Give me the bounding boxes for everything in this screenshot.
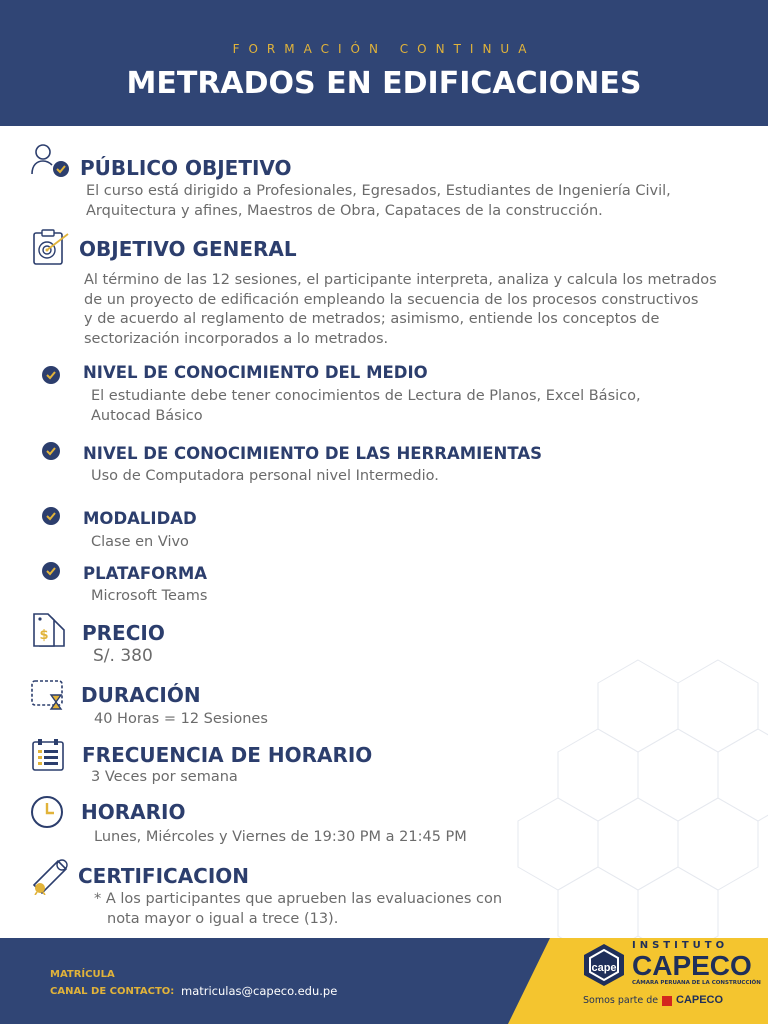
section-body-plataforma: Microsoft Teams (91, 588, 208, 604)
section-title-horario: HORARIO (81, 800, 186, 824)
diploma-icon (28, 855, 72, 895)
check-circle-icon (42, 562, 60, 580)
capeco-logo-icon (580, 942, 628, 988)
section-body-modalidad: Clase en Vivo (91, 534, 189, 550)
schedule-list-icon (30, 737, 66, 773)
matricula-label: MATRÍCULA (50, 969, 115, 980)
header-kicker: FORMACIÓN CONTINUA (232, 42, 536, 56)
section-body-certificacion: * A los participantes que aprueben las evaluaciones con nota mayor o igual a trece (13). (94, 891, 503, 927)
header-banner (0, 0, 768, 126)
section-body-duracion: 40 Horas = 12 Sesiones (94, 711, 268, 727)
hexagon-pattern (508, 650, 768, 950)
clipboard-target-icon (30, 228, 72, 266)
section-body-precio: S/. 380 (93, 646, 153, 666)
clock-icon (30, 795, 64, 829)
section-body-nivel-medio: El estudiante debe tener conocimientos de Lectura de Planos, Excel Básico, Autocad Básico (91, 388, 641, 424)
hourglass-calendar-icon (30, 678, 66, 712)
section-title-nivel-herramientas: NIVEL DE CONOCIMIENTO DE LAS HERRAMIENTAS (83, 444, 542, 463)
section-title-frecuencia: FRECUENCIA DE HORARIO (82, 743, 373, 767)
check-circle-icon (42, 366, 60, 384)
logo-parent-text: CAPECO (676, 994, 724, 1006)
section-title-nivel-medio: NIVEL DE CONOCIMIENTO DEL MEDIO (83, 363, 428, 382)
section-title-precio: PRECIO (82, 621, 165, 645)
logo-somos-text: Somos parte de (583, 995, 659, 1006)
price-tag-icon (32, 610, 68, 650)
section-body-frecuencia: 3 Veces por semana (91, 769, 238, 785)
section-title-plataforma: PLATAFORMA (83, 564, 208, 583)
svg-text:$: $ (39, 628, 49, 643)
contact-email-link[interactable]: matriculas@capeco.edu.pe (181, 984, 338, 998)
section-title-objetivo: OBJETIVO GENERAL (79, 237, 297, 261)
section-body-nivel-herramientas: Uso de Computadora personal nivel Intermedio. (91, 468, 439, 484)
section-body-horario: Lunes, Miércoles y Viernes de 19:30 PM a 21:45 PM (94, 829, 467, 845)
logo-capeco-text: CAPECO (632, 950, 752, 981)
section-title-modalidad: MODALIDAD (83, 509, 197, 528)
svg-text:cape: cape (591, 962, 617, 974)
logo-subtitle: CÁMARA PERUANA DE LA CONSTRUCCIÓN (632, 980, 761, 986)
section-body-publico: El curso está dirigido a Profesionales, Egresados, Estudiantes de Ingeniería Civil, Arquitectura y afines, Maestros de Obra, Capataces de la construcción. (86, 183, 671, 219)
section-title-publico: PÚBLICO OBJETIVO (80, 156, 292, 180)
capeco-flag-icon (662, 996, 672, 1006)
section-title-certificacion: CERTIFICACION (78, 864, 250, 888)
logo-instituto-text: INSTITUTO (632, 940, 729, 951)
contacto-label: CANAL DE CONTACTO: (50, 986, 175, 997)
check-circle-icon (42, 507, 60, 525)
section-body-objetivo: Al término de las 12 sesiones, el participante interpreta, analiza y calcula los metrados de un proyecto de edificación empleando la secuencia de los procesos constructivos y de acuerdo al reglamento de metrados; asimismo, entiende los conceptos de sectorización incorporados a lo metrados. (84, 272, 717, 347)
check-circle-icon (42, 442, 60, 460)
section-title-duracion: DURACIÓN (81, 683, 201, 707)
user-check-icon (30, 142, 72, 178)
page-title: METRADOS EN EDIFICACIONES (126, 66, 642, 101)
